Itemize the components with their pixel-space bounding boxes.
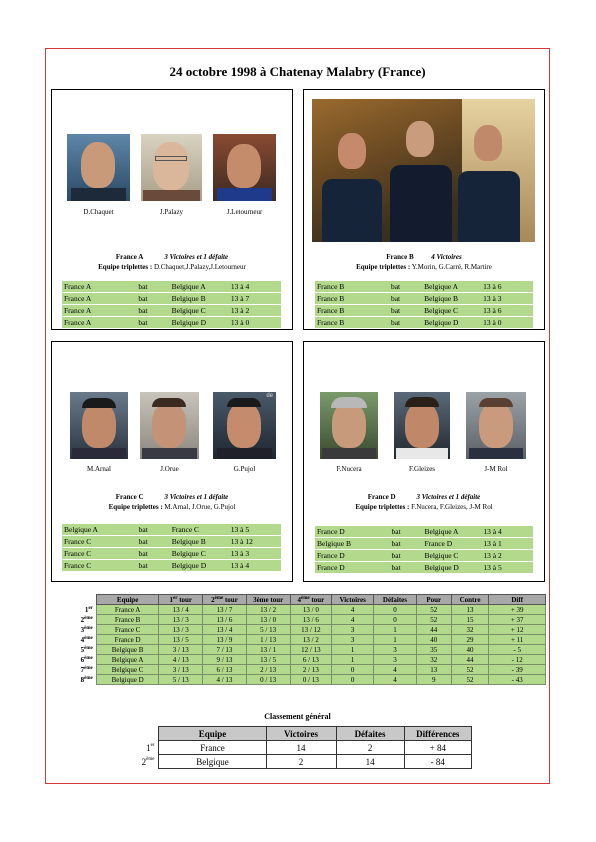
result-cell: bat [389, 538, 422, 550]
ranking-cell: 4 [374, 665, 417, 675]
ranking-cell: France D [96, 635, 159, 645]
ranking-cell: 5 / 13 [246, 625, 290, 635]
result-cell: France C [170, 524, 229, 536]
ranking-row [63, 645, 546, 655]
result-row [62, 293, 281, 305]
results-table-a [62, 281, 281, 329]
result-cell: France D [315, 550, 389, 562]
ranking-cell: 12 / 13 [290, 645, 332, 655]
result-row [62, 548, 281, 560]
rank-label: 8ème [63, 675, 96, 685]
result-cell: Belgique C [170, 305, 229, 317]
result-cell: bat [389, 526, 422, 538]
ranking-header-cell: Victoires [332, 595, 374, 605]
result-cell: 13 à 5 [481, 562, 533, 574]
ranking-cell: 29 [451, 635, 489, 645]
result-cell: France B [315, 293, 389, 305]
ranking-cell: France A [96, 605, 159, 615]
ranking-cell: 13 / 1 [246, 645, 290, 655]
result-row [315, 562, 533, 574]
result-cell: Belgique A [62, 524, 137, 536]
general-cell: - 84 [404, 755, 471, 769]
result-cell: bat [136, 293, 169, 305]
ranking-cell: 52 [416, 605, 451, 615]
ranking-cell: 13 / 0 [246, 615, 290, 625]
player-name: G.Pujol [233, 465, 256, 473]
ranking-cell: 52 [451, 675, 489, 685]
rank-label: 1er [63, 605, 96, 615]
rank-label: 6ème [63, 655, 96, 665]
result-cell: bat [389, 293, 422, 305]
result-cell: 13 à 1 [481, 538, 533, 550]
general-header-cell: Défaites [336, 727, 404, 741]
ranking-cell: 5 / 13 [159, 675, 203, 685]
ranking-header-cell: 2ème tour [203, 595, 247, 605]
result-row [62, 536, 281, 548]
triplettes-line-a: Equipe triplettes : D.Chaquet,J.Palazy,J.Letourneur [98, 263, 246, 271]
ranking-cell: 0 / 13 [290, 675, 332, 685]
player-name: J-M Rol [484, 465, 508, 473]
result-cell: bat [136, 281, 169, 293]
result-cell: bat [389, 550, 422, 562]
result-row [315, 538, 533, 550]
result-cell: 13 à 0 [229, 317, 281, 329]
photo-overlay-text: de [266, 393, 273, 399]
general-header-cell: Victoires [266, 727, 336, 741]
ranking-row [63, 605, 546, 615]
ranking-cell: 3 [332, 635, 374, 645]
result-cell: France D [315, 526, 389, 538]
ranking-cell: 0 [332, 665, 374, 675]
ranking-cell: 13 / 5 [246, 655, 290, 665]
result-cell: Belgique C [422, 550, 481, 562]
ranking-cell: 13 / 12 [290, 625, 332, 635]
result-cell: Belgique B [170, 293, 229, 305]
result-cell: Belgique B [422, 293, 481, 305]
general-cell: 2 [336, 741, 404, 755]
triplettes-line-c: Equipe triplettes : M.Arnal, J.Orue, G.Pujol [108, 503, 236, 511]
ranking-cell: 32 [451, 625, 489, 635]
ranking-cell: 40 [451, 645, 489, 655]
ranking-cell: 4 [332, 605, 374, 615]
rank-label: 3ème [63, 625, 96, 635]
rank-label: 4ème [63, 635, 96, 645]
ranking-cell: 2 / 13 [290, 665, 332, 675]
result-cell: bat [137, 536, 170, 548]
team-caption-b: France B 4 Victoires [386, 253, 462, 261]
ranking-cell: + 11 [489, 635, 546, 645]
result-row [62, 281, 281, 293]
ranking-cell: France B [96, 615, 159, 625]
result-cell: Belgique B [170, 536, 229, 548]
ranking-cell: 3 [332, 625, 374, 635]
ranking-cell: Belgique C [96, 665, 159, 675]
results-table-b [315, 281, 533, 329]
ranking-cell: 3 [374, 645, 417, 655]
portrait-chaquet-photo [67, 134, 130, 201]
ranking-header-cell: Contre [451, 595, 489, 605]
player-name: F.Nucera [336, 465, 362, 473]
general-cell: France [159, 741, 266, 755]
general-header-row [123, 727, 472, 741]
result-cell: France C [62, 548, 137, 560]
ranking-cell: 13 / 7 [203, 605, 247, 615]
general-header-cell: Equipe [159, 727, 266, 741]
result-cell: Belgique B [315, 538, 389, 550]
result-cell: France A [62, 293, 136, 305]
player-name: M.Arnal [87, 465, 111, 473]
result-row [315, 317, 533, 329]
ranking-cell: 13 [451, 605, 489, 615]
results-table-d [315, 526, 533, 574]
ranking-header-cell: Défaites [374, 595, 417, 605]
result-cell: 13 à 4 [481, 526, 533, 538]
general-ranking-table [123, 726, 472, 769]
ranking-cell: - 39 [489, 665, 546, 675]
rank-label: 5ème [63, 645, 96, 655]
general-ranking-title: Classement général [264, 712, 331, 721]
ranking-cell: - 43 [489, 675, 546, 685]
ranking-cell: 13 / 2 [246, 605, 290, 615]
ranking-row [63, 655, 546, 665]
ranking-row [63, 615, 546, 625]
player-name: J.Orue [160, 465, 179, 473]
ranking-header-cell: Diff [489, 595, 546, 605]
ranking-cell: 52 [416, 615, 451, 625]
ranking-row [63, 625, 546, 635]
ranking-cell: 4 [374, 675, 417, 685]
result-cell: France A [62, 305, 136, 317]
ranking-cell: 4 / 13 [159, 655, 203, 665]
portrait-nucera-photo [320, 392, 378, 459]
result-cell: Belgique D [170, 560, 229, 572]
result-row [62, 317, 281, 329]
result-row [315, 305, 533, 317]
result-cell: France B [315, 305, 389, 317]
ranking-cell: 13 / 3 [159, 615, 203, 625]
result-cell: Belgique D [170, 317, 229, 329]
ranking-cell: 44 [416, 625, 451, 635]
portrait-palazy-photo [141, 134, 202, 201]
ranking-cell: 13 / 5 [159, 635, 203, 645]
ranking-cell: 0 [374, 615, 417, 625]
ranking-cell: 3 / 13 [159, 665, 203, 675]
page-title: 24 octobre 1998 à Chatenay Malabry (France) [169, 64, 426, 79]
player-name: J.Palazy [159, 208, 184, 216]
result-row [62, 560, 281, 572]
player-name: F.Gleizes [408, 465, 436, 473]
ranking-row [63, 665, 546, 675]
result-cell: bat [137, 548, 170, 560]
result-cell: Belgique C [170, 548, 229, 560]
ranking-cell: 13 / 3 [159, 625, 203, 635]
results-table-c [62, 524, 281, 572]
ranking-cell: 0 [374, 605, 417, 615]
general-rank-header [123, 727, 159, 741]
result-cell: Belgique D [422, 317, 481, 329]
ranking-header-cell: Equipe [96, 595, 159, 605]
ranking-header-row [63, 595, 546, 605]
ranking-cell: + 39 [489, 605, 546, 615]
result-cell: bat [389, 281, 422, 293]
team-caption-a: France A 3 Victoires et 1 défaite [115, 253, 229, 261]
ranking-cell: 15 [451, 615, 489, 625]
ranking-cell: 6 / 13 [203, 665, 247, 675]
general-row [123, 741, 472, 755]
player-name: J.Letourneur [226, 208, 263, 216]
result-row [315, 526, 533, 538]
result-cell: France D [422, 538, 481, 550]
ranking-cell: 0 [332, 675, 374, 685]
result-cell: Belgique A [422, 281, 481, 293]
triplettes-line-b: Equipe triplettes : Y.Morin, G.Carré, R.Martire [356, 263, 492, 271]
ranking-cell: 1 [332, 645, 374, 655]
general-header-cell: Différences [404, 727, 471, 741]
result-row [62, 524, 281, 536]
rank-label: 2ème [63, 615, 96, 625]
result-row [315, 550, 533, 562]
result-cell: 13 à 7 [229, 293, 281, 305]
ranking-header-cell: Pour [416, 595, 451, 605]
ranking-cell: 4 / 13 [203, 675, 247, 685]
general-cell: + 84 [404, 741, 471, 755]
ranking-cell: 32 [416, 655, 451, 665]
ranking-row [63, 675, 546, 685]
ranking-rank-header [63, 595, 96, 605]
result-row [315, 293, 533, 305]
portrait-arnal-photo [70, 392, 128, 459]
ranking-cell: 40 [416, 635, 451, 645]
general-rank-label: 2ème [141, 756, 155, 767]
general-cell: 2 [266, 755, 336, 769]
ranking-cell: + 12 [489, 625, 546, 635]
ranking-cell: 1 [374, 625, 417, 635]
result-cell: Belgique A [170, 281, 229, 293]
ranking-cell: - 5 [489, 645, 546, 655]
ranking-cell: Belgique D [96, 675, 159, 685]
ranking-cell: 9 / 13 [203, 655, 247, 665]
portrait-gleizes-photo [394, 392, 450, 459]
ranking-cell: 4 [332, 615, 374, 625]
result-cell: Belgique C [422, 305, 481, 317]
general-cell: 14 [336, 755, 404, 769]
result-cell: 13 à 12 [229, 536, 281, 548]
team-b-group-photo [312, 99, 535, 242]
portrait-rol-photo [466, 392, 526, 459]
result-cell: 13 à 0 [481, 317, 533, 329]
portrait-pujol-photo [213, 392, 276, 459]
general-rank-label: 1er [146, 742, 155, 753]
result-cell: bat [389, 317, 422, 329]
ranking-cell: Belgique B [96, 645, 159, 655]
ranking-cell: 3 [374, 655, 417, 665]
general-cell: 14 [266, 741, 336, 755]
team-caption-c: France C 3 Victoires et 1 défaite [115, 493, 229, 501]
result-cell: bat [389, 562, 422, 574]
ranking-cell: 13 / 6 [203, 615, 247, 625]
portrait-letourneur-photo [213, 134, 276, 201]
ranking-cell: 13 / 9 [203, 635, 247, 645]
result-cell: 13 à 4 [229, 281, 281, 293]
ranking-cell: 6 / 13 [290, 655, 332, 665]
result-cell: France A [62, 317, 136, 329]
ranking-cell: + 37 [489, 615, 546, 625]
result-row [315, 281, 533, 293]
ranking-cell: 1 / 13 [246, 635, 290, 645]
result-cell: 13 à 6 [481, 305, 533, 317]
ranking-row [63, 635, 546, 645]
result-cell: 13 à 3 [481, 293, 533, 305]
result-cell: France C [62, 536, 137, 548]
result-cell: 13 à 2 [229, 305, 281, 317]
result-cell: 13 à 2 [481, 550, 533, 562]
general-cell: Belgique [159, 755, 266, 769]
player-name: D.Chaquet [83, 208, 114, 216]
ranking-header-cell: 4ème tour [290, 595, 332, 605]
ranking-cell: 13 / 0 [290, 605, 332, 615]
ranking-cell: 1 [332, 655, 374, 665]
ranking-cell: 35 [416, 645, 451, 655]
ranking-cell: 2 / 13 [246, 665, 290, 675]
ranking-header-cell: 3ème tour [246, 595, 290, 605]
ranking-cell: 13 / 6 [290, 615, 332, 625]
ranking-cell: France C [96, 625, 159, 635]
ranking-header-cell: 1er tour [159, 595, 203, 605]
triplettes-line-d: Equipe triplettes : F.Nucera, F.Gleizes, J-M Rol [355, 503, 493, 511]
result-cell: 13 à 5 [229, 524, 281, 536]
rank-label: 7ème [63, 665, 96, 675]
result-cell: France B [315, 281, 389, 293]
result-cell: bat [389, 305, 422, 317]
general-row [123, 755, 472, 769]
result-cell: bat [137, 560, 170, 572]
result-cell: 13 à 4 [229, 560, 281, 572]
result-cell: France A [62, 281, 136, 293]
ranking-cell: 3 / 13 [159, 645, 203, 655]
result-cell: bat [136, 305, 169, 317]
result-cell: Belgique A [422, 526, 481, 538]
result-cell: bat [137, 524, 170, 536]
result-cell: France D [315, 562, 389, 574]
ranking-cell: 1 [374, 635, 417, 645]
result-cell: 13 à 3 [229, 548, 281, 560]
result-cell: France B [315, 317, 389, 329]
result-cell: 13 à 6 [481, 281, 533, 293]
result-cell: bat [136, 317, 169, 329]
team-caption-d: France D 3 Victoires et 1 défaite [367, 493, 481, 501]
result-cell: Belgique D [422, 562, 481, 574]
ranking-cell: 9 [416, 675, 451, 685]
ranking-cell: 13 / 4 [203, 625, 247, 635]
ranking-cell: Belgique A [96, 655, 159, 665]
ranking-cell: 52 [451, 665, 489, 675]
ranking-cell: 13 [416, 665, 451, 675]
ranking-table [63, 594, 546, 685]
result-cell: France C [62, 560, 137, 572]
ranking-cell: 7 / 13 [203, 645, 247, 655]
ranking-cell: 0 / 13 [246, 675, 290, 685]
portrait-orue-photo [140, 392, 199, 459]
ranking-cell: 13 / 4 [159, 605, 203, 615]
ranking-cell: - 12 [489, 655, 546, 665]
result-row [62, 305, 281, 317]
ranking-cell: 13 / 2 [290, 635, 332, 645]
ranking-cell: 44 [451, 655, 489, 665]
